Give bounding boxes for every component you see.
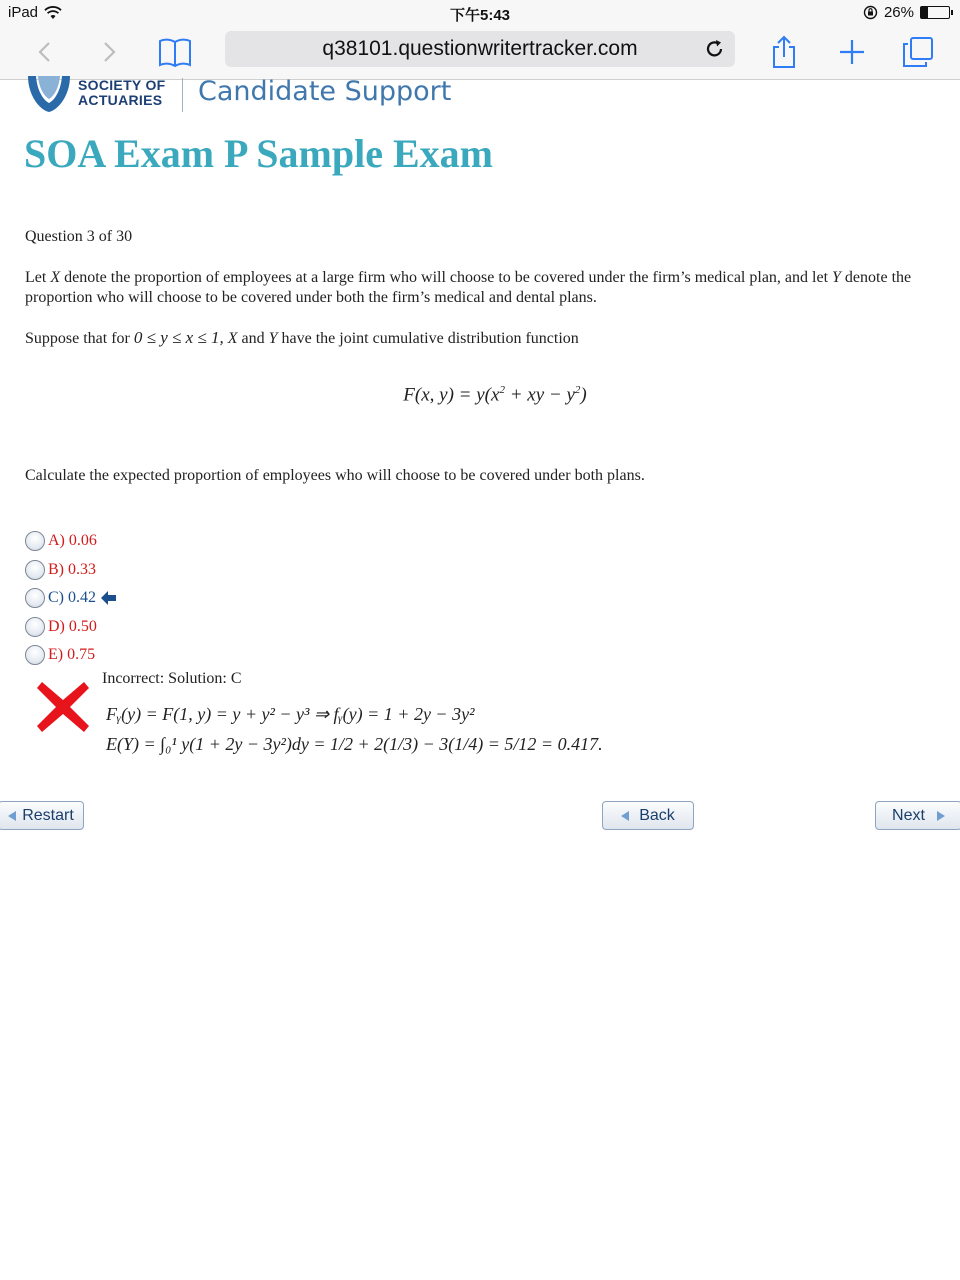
page-title: SOA Exam P Sample Exam — [24, 131, 493, 176]
option-a[interactable] — [25, 527, 117, 556]
formula-sup: 2 — [574, 384, 581, 396]
browser-toolbar — [0, 26, 960, 80]
text-run: Suppose that for — [25, 330, 134, 347]
back-button[interactable] — [602, 801, 694, 830]
next-button[interactable] — [875, 801, 960, 830]
bookmarks-icon[interactable] — [155, 34, 195, 70]
org-line-2: ACTUARIES — [78, 92, 163, 108]
option-label: D) 0.50 — [48, 617, 97, 635]
text-run: Let — [25, 269, 51, 286]
formula-part: ) — [580, 384, 587, 406]
back-icon[interactable] — [24, 34, 64, 70]
text-run: have the joint cumulative distribution function — [277, 330, 579, 347]
solution-line-1: Fᵧ(y) = F(1, y) = y + y² − y³ ⇒ fᵧ(y) = 1 + 2y − 3y² — [106, 704, 475, 724]
site-name[interactable]: Candidate Support — [198, 76, 452, 107]
back-label: Back — [639, 806, 675, 824]
share-icon[interactable] — [764, 34, 804, 70]
device-name: iPad — [8, 4, 39, 21]
forward-icon[interactable] — [90, 34, 130, 70]
restart-label: Restart — [22, 806, 74, 824]
new-tab-icon[interactable] — [832, 34, 872, 70]
battery-icon — [920, 6, 950, 19]
status-right — [863, 4, 950, 21]
option-label: E) 0.75 — [48, 646, 96, 664]
soa-wordmark — [78, 78, 166, 108]
formula-sup: 2 — [499, 384, 505, 396]
address-bar[interactable] — [225, 31, 735, 67]
answer-options — [25, 527, 117, 670]
feedback-result: Incorrect: Solution: C — [102, 670, 242, 687]
option-label: B) 0.33 — [48, 560, 96, 578]
text-run: denote the proportion of employees at a large firm who will choose to be covered under the firm’s medical plan, and let — [60, 269, 833, 286]
option-d[interactable] — [25, 613, 117, 642]
option-b[interactable] — [25, 556, 117, 585]
clock: 下午5:43 — [449, 7, 511, 24]
incorrect-x-icon — [36, 680, 90, 734]
text-run: and — [237, 330, 269, 347]
reload-icon[interactable] — [703, 37, 727, 61]
option-label: A) 0.06 — [48, 532, 97, 550]
next-label: Next — [892, 806, 925, 824]
option-c[interactable] — [25, 584, 117, 613]
var-x: X — [50, 269, 61, 286]
text-run: denote the proportion who will choose to be covered under both the firm’s medical and dental plans. — [25, 269, 912, 306]
restart-button[interactable] — [0, 801, 84, 830]
radio-button[interactable] — [25, 531, 45, 551]
question-paragraph-1 — [25, 268, 960, 308]
tabs-icon[interactable] — [898, 34, 938, 70]
site-header — [24, 76, 584, 116]
formula-part: F(x, y) = y(x — [403, 384, 500, 406]
radio-button[interactable] — [25, 617, 45, 637]
condition-math: 0 ≤ y ≤ x ≤ 1, — [133, 328, 224, 347]
arrow-left-icon — [101, 591, 117, 605]
option-e[interactable] — [25, 641, 117, 670]
triangle-left-icon — [621, 811, 629, 821]
battery-percent: 26% — [883, 4, 914, 21]
triangle-right-icon — [937, 811, 945, 821]
radio-button[interactable] — [25, 645, 45, 665]
solution-line-2: E(Y) = ∫₀¹ y(1 + 2y − 3y²)dy = 1/2 + 2(1/3) − 3(1/4) = 5/12 = 0.417. — [106, 734, 603, 754]
var-x: X — [227, 330, 238, 347]
cdf-formula — [0, 384, 960, 406]
var-y: Y — [832, 269, 841, 286]
question-number: Question 3 of 30 — [25, 228, 133, 245]
question-paragraph-2 — [25, 328, 960, 348]
logo-divider — [182, 78, 183, 112]
url-text: q38101.questionwritertracker.com — [322, 37, 638, 60]
org-line-1: SOCIETY OF — [78, 77, 166, 93]
formula-part: + xy − y — [504, 384, 575, 406]
rotation-lock-icon — [863, 5, 878, 20]
option-label: C) 0.42 — [48, 589, 96, 607]
radio-button[interactable] — [25, 560, 45, 580]
question-prompt: Calculate the expected proportion of employees who will choose to be covered under both plans. — [25, 467, 645, 484]
status-bar — [0, 0, 960, 26]
soa-logo-icon[interactable] — [24, 76, 74, 116]
var-y: Y — [268, 330, 278, 347]
radio-button[interactable] — [25, 588, 45, 608]
triangle-left-icon — [8, 811, 16, 821]
